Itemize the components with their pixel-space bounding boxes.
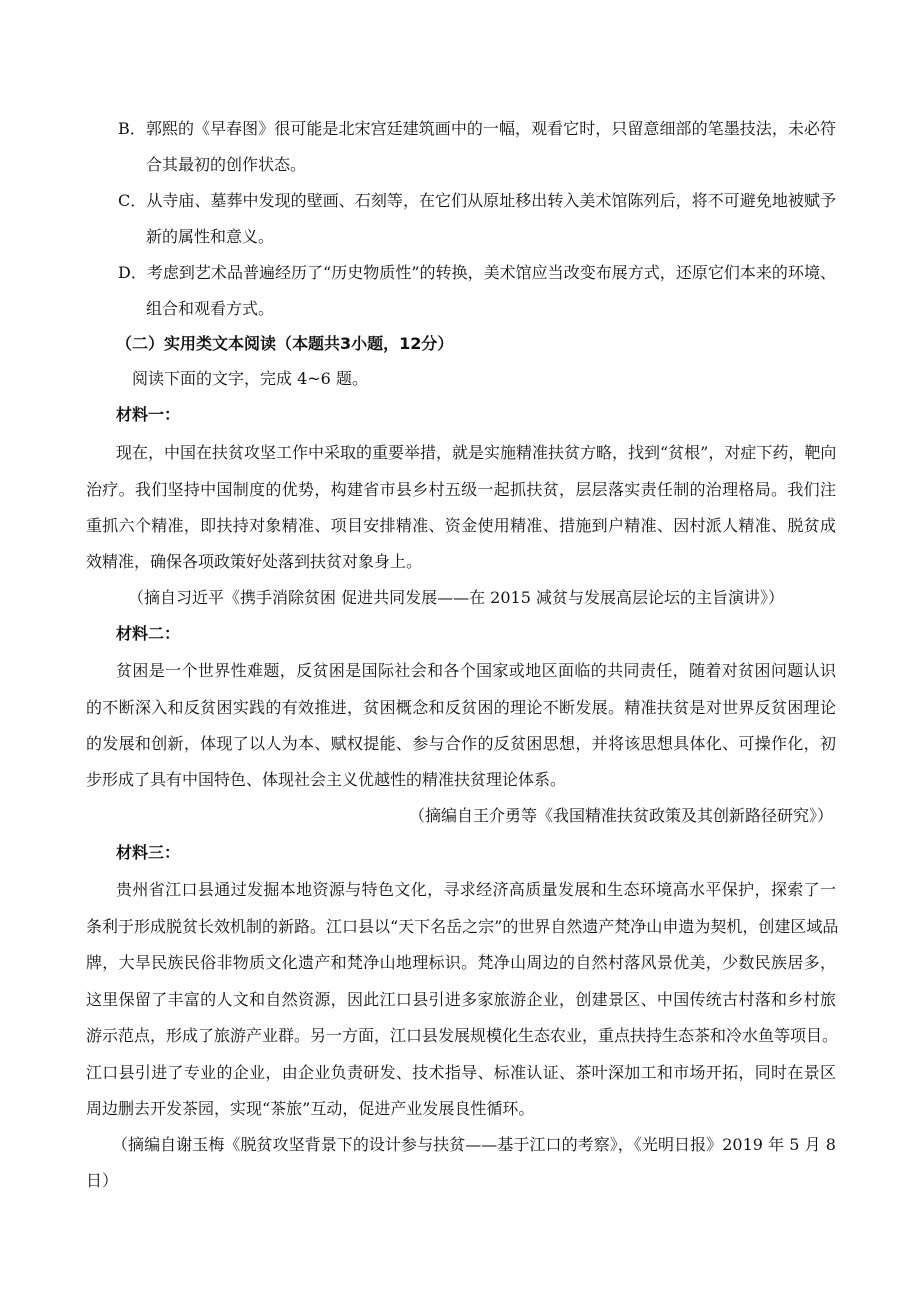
option-c-line-1: C．从寺庙、墓葬中发现的壁画、石刻等，在它们从原址移出转入美术馆陈列后，将不可避免地被赋予 xyxy=(118,191,836,210)
material-2-line-4: 步形成了具有中国特色、体现社会主义优越性的精准扶贫理论体系。 xyxy=(86,770,567,789)
section-instruction: 阅读下面的文字，完成 4~6 题。 xyxy=(132,369,368,388)
material-1-line-1: 现在，中国在扶贫攻坚工作中采取的重要举措，就是实施精准扶贫方略，找到“贫根”，对症下药，靶向 xyxy=(116,443,837,462)
material-3-line-5: 游示范点，形成了旅游产业群。另一方面，江口县发展规模化生态农业，重点扶持生态茶和冷水鱼等项目。 xyxy=(86,1026,839,1045)
material-3-label: 材料三： xyxy=(116,843,181,862)
material-1-label: 材料一： xyxy=(116,405,181,424)
material-1-line-3: 重抓六个精准，即扶持对象精准、项目安排精准、资金使用精准、措施到户精准、因村派人精准、脱贫成 xyxy=(86,516,836,535)
material-1-line-2: 治疗。我们坚持中国制度的优势，构建省市县乡村五级一起抓扶贫，层层落实责任制的治理格局。我们注 xyxy=(86,480,836,499)
option-b-line-2: 合其最初的创作状态。 xyxy=(146,155,307,174)
material-2-line-1: 贫困是一个世界性难题，反贫困是国际社会和各个国家或地区面临的共同责任，随着对贫困问题认识 xyxy=(116,661,836,680)
material-2-line-3: 的发展和创新，体现了以人为本、赋权提能、参与合作的反贫困思想，并将该思想具体化、可操作化，初 xyxy=(86,734,836,753)
material-2-source: （摘编自王介勇等《我国精准扶贫政策及其创新路径研究》） xyxy=(409,806,834,825)
material-3-line-7: 周边删去开发茶园，实现“茶旅”互动，促进产业发展良性循环。 xyxy=(86,1099,535,1118)
material-1-source: （摘自习近平《携手消除贫困 促进共同发展——在 2015 减贫与发展高层论坛的主旨演讲》） xyxy=(128,588,784,607)
material-3-line-4: 这里保留了丰富的人文和自然资源，因此江口县引进多家旅游企业，创建景区、中国传统古村落和乡村旅 xyxy=(86,990,836,1009)
option-c-line-2: 新的属性和意义。 xyxy=(146,227,275,246)
material-2-line-2: 的不断深入和反贫困实践的有效推进，贫困概念和反贫困的理论不断发展。精准扶贫是对世界反贫困理论 xyxy=(86,698,836,717)
option-d-line-1: D．考虑到艺术品普遍经历了“历史物质性”的转换，美术馆应当改变布展方式，还原它们本来的环境、 xyxy=(118,263,836,282)
option-d-line-2: 组合和观看方式。 xyxy=(146,299,275,318)
material-3-line-2: 条利于形成脱贫长效机制的新路。江口县以“天下名岳之宗”的世界自然遗产梵净山申遗为契机，创建区域品 xyxy=(86,917,839,936)
material-3-source-line-1: （摘编自谢玉梅《脱贫攻坚背景下的设计参与扶贫——基于江口的考察》，《光明日报》2019 年 5 月 8 xyxy=(112,1135,836,1154)
option-b-line-1: B．郭熙的《早春图》很可能是北宋宫廷建筑画中的一幅，观看它时，只留意细部的笔墨技法，未必符 xyxy=(118,119,836,138)
material-2-label: 材料二： xyxy=(116,624,181,643)
material-3-line-3: 牌，大旱民族民俗非物质文化遗产和梵净山地理标识。梵净山周边的自然村落风景优美，少数民族居多， xyxy=(86,953,836,972)
material-1-line-4: 效精准，确保各项政策好处落到扶贫对象身上。 xyxy=(86,552,423,571)
material-3-source-line-2: 日） xyxy=(86,1171,119,1190)
section-heading: （二）实用类文本阅读（本题共3小题，12分） xyxy=(116,334,454,353)
material-3-line-1: 贵州省江口县通过发掘本地资源与特色文化，寻求经济高质量发展和生态环境高水平保护，探索了一 xyxy=(116,880,836,899)
material-3-line-6: 江口县引进了专业的企业，由企业负责研发、技术指导、标准认证、茶叶深加工和市场开拓，同时在景区 xyxy=(86,1063,836,1082)
